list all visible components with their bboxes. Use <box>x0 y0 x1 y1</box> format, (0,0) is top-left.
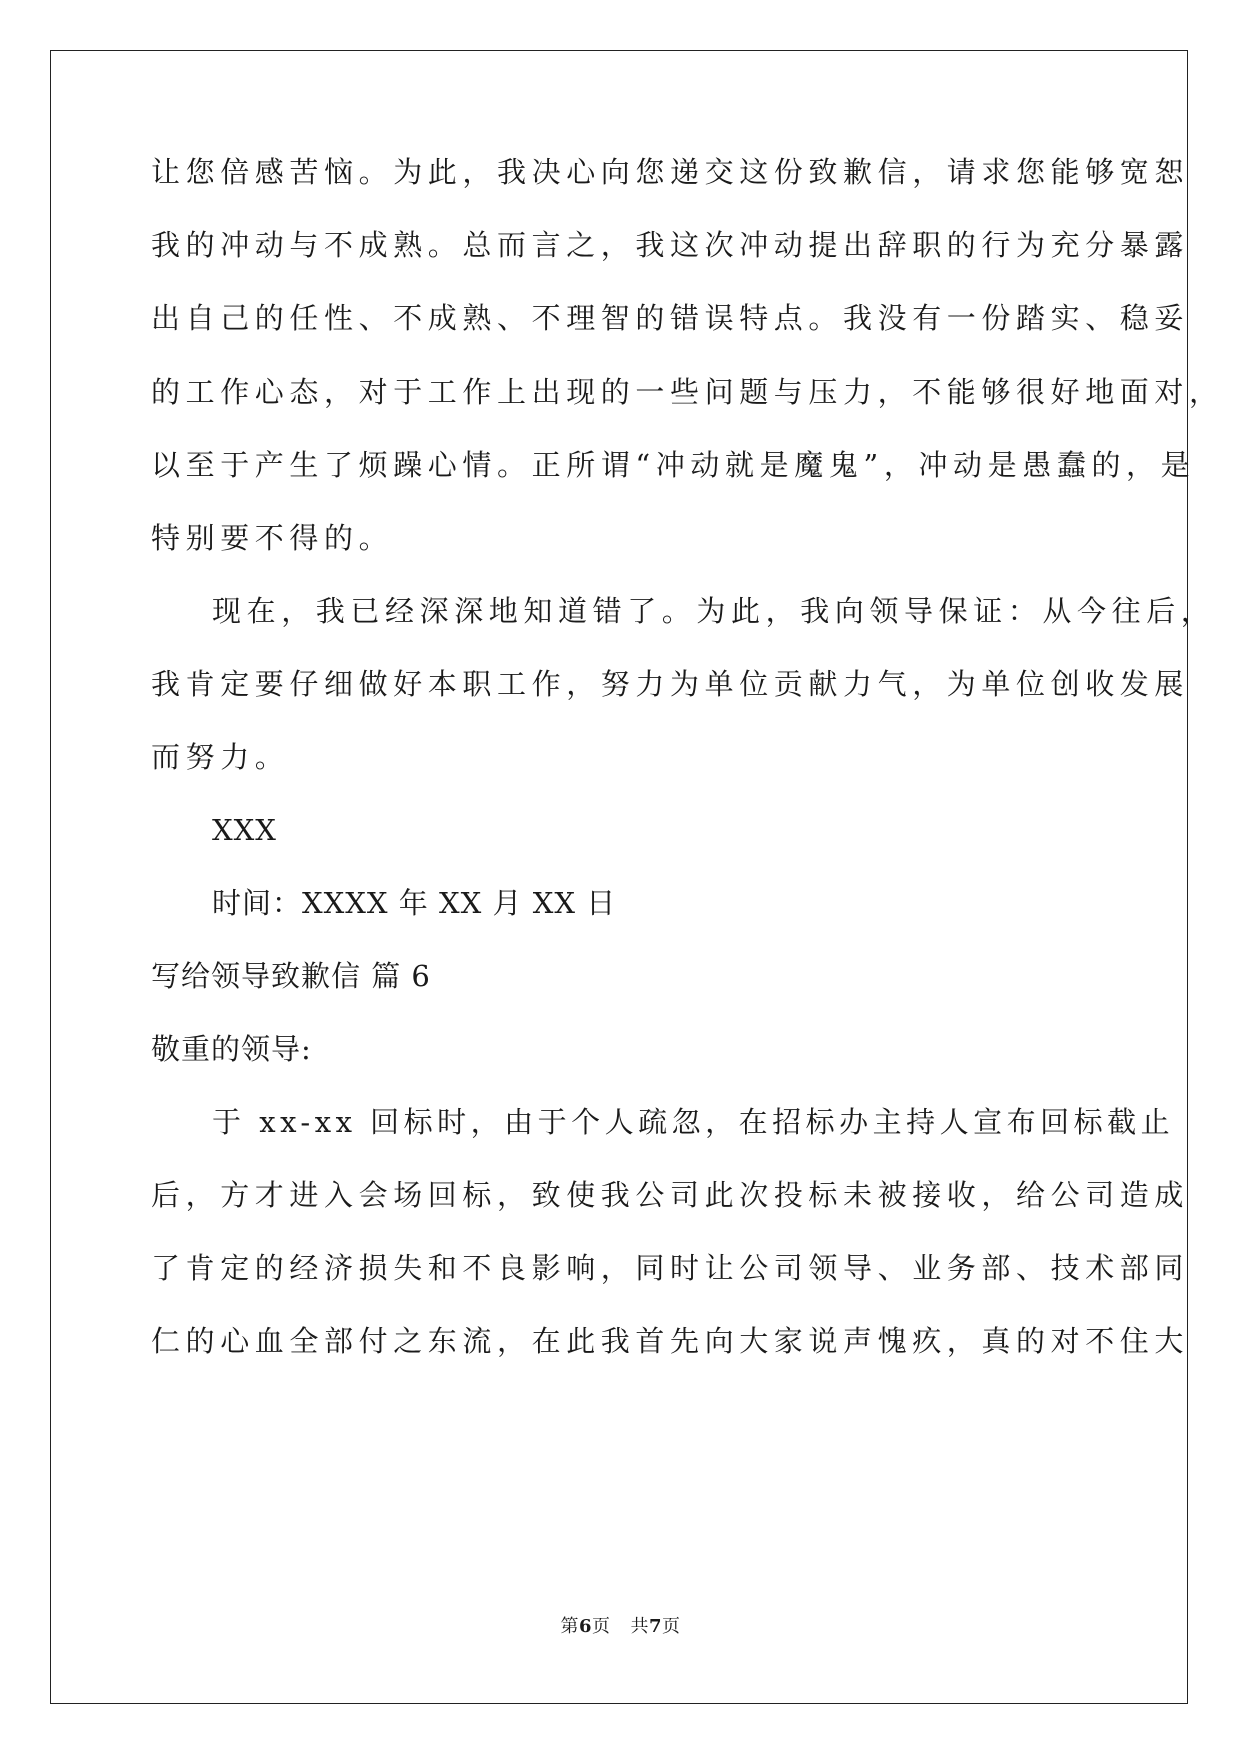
text-line: 仁的心血全部付之东流，在此我首先向大家说声愧疚，真的对不住大 <box>151 1324 1190 1358</box>
text-line: 现在，我已经深深地知道错了。为此，我向领导保证：从今往后， <box>212 594 1216 628</box>
text-line: 于 xx-xx 回标时，由于个人疏忽，在招标办主持人宣布回标截止 <box>212 1105 1175 1139</box>
total-pages: 7 <box>649 1616 663 1637</box>
page-suffix: 页 <box>592 1616 611 1637</box>
text-line: 的工作心态，对于工作上出现的一些问题与压力，不能够很好地面对， <box>151 375 1224 409</box>
text-line: 以至于产生了烦躁心情。正所谓“冲动就是魔鬼”，冲动是愚蠢的，是 <box>151 448 1196 482</box>
page-footer <box>0 1612 1241 1638</box>
text-line: 我的冲动与不成熟。总而言之，我这次冲动提出辞职的行为充分暴露 <box>151 228 1190 262</box>
text-line: 特别要不得的。 <box>151 521 394 555</box>
total-prefix: 共 <box>630 1616 649 1637</box>
section-title: 写给领导致歉信 篇 6 <box>151 959 431 993</box>
text-line: 后，方才进入会场回标，致使我公司此次投标未被接收，给公司造成 <box>151 1178 1190 1212</box>
text-line: 让您倍感苦恼。为此，我决心向您递交这份致歉信，请求您能够宽恕 <box>151 155 1190 189</box>
text-line: 我肯定要仔细做好本职工作，努力为单位贡献力气，为单位创收发展 <box>151 667 1190 701</box>
text-line: 而努力。 <box>151 740 290 774</box>
salutation: 敬重的领导: <box>151 1032 312 1066</box>
text-line: 出自己的任性、不成熟、不理智的错误特点。我没有一份踏实、稳妥 <box>151 301 1190 335</box>
total-suffix: 页 <box>662 1616 681 1637</box>
text-line: 了肯定的经济损失和不良影响，同时让公司领导、业务部、技术部同 <box>151 1251 1190 1285</box>
page-prefix: 第 <box>560 1616 579 1637</box>
date-line: 时间：XXXX 年 XX 月 XX 日 <box>212 886 617 920</box>
page-number: 6 <box>578 1616 592 1637</box>
signature: XXX <box>212 813 277 847</box>
